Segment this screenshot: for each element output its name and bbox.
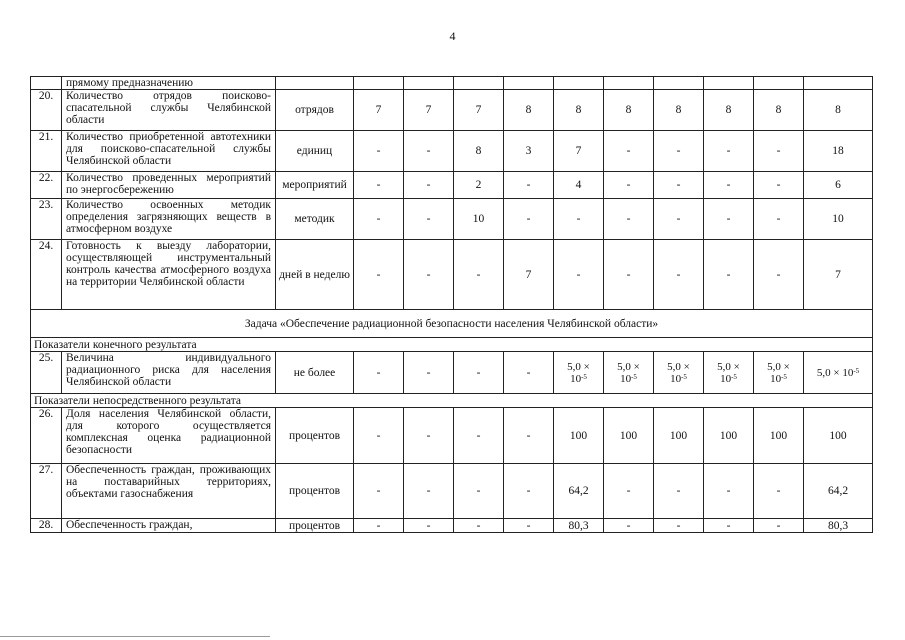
row-number: 21. [31, 131, 62, 172]
indicator-name: Обеспеченность граждан, проживающих на поставарийных территориях, объектами газоснабжения [62, 464, 276, 519]
indicator-name: Количество проведенных мероприятий по энергосбережению [62, 172, 276, 199]
sci-value-cell: 5,0 × $10^{-5}$ [654, 352, 704, 394]
indicator-name: Доля населения Челябинской области, для которого осуществляется комплексная оценка радиационной безопасности [62, 408, 276, 464]
year-value-cell: - [754, 519, 804, 533]
year-value-cell: - [654, 240, 704, 310]
table-row [31, 408, 873, 464]
year-value-cell: - [754, 131, 804, 172]
year-value-cell: - [654, 199, 704, 240]
year-value-cell: - [454, 408, 504, 464]
sci-value-cell: 5,0 × $10^{-5}$ [704, 352, 754, 394]
year-value-cell: - [454, 352, 504, 394]
year-value-cell [754, 77, 804, 90]
year-value-cell [404, 77, 454, 90]
year-value-cell: - [504, 352, 554, 394]
year-value-cell: - [604, 240, 654, 310]
year-value-cell: 100 [754, 408, 804, 464]
year-value-cell: - [404, 408, 454, 464]
table-row [31, 90, 873, 131]
unit-cell: методик [276, 199, 354, 240]
sci-value-cell: 5,0 × $10^{-5}$ [754, 352, 804, 394]
year-value-cell: 100 [654, 408, 704, 464]
year-value-cell: - [354, 199, 404, 240]
section-row [31, 394, 873, 408]
year-value-cell: - [554, 240, 604, 310]
year-value-cell: - [354, 131, 404, 172]
year-value-cell: 100 [704, 408, 754, 464]
year-value-cell: - [504, 519, 554, 533]
year-value-cell: - [754, 464, 804, 519]
row-number: 22. [31, 172, 62, 199]
year-value-cell: - [704, 172, 754, 199]
row-number: 26. [31, 408, 62, 464]
year-value-cell: 7 [504, 240, 554, 310]
year-value-cell: - [604, 199, 654, 240]
year-value-cell: 7 [454, 90, 504, 131]
unit-cell: процентов [276, 519, 354, 533]
indicator-name: Количество отрядов поисково-спасательной службы Челябинской области [62, 90, 276, 131]
year-value-cell: - [404, 464, 454, 519]
year-value-cell: - [504, 172, 554, 199]
year-value-cell: - [704, 464, 754, 519]
total-cell [804, 77, 873, 90]
unit-cell: процентов [276, 464, 354, 519]
year-value-cell: 2 [454, 172, 504, 199]
table-body [31, 77, 873, 533]
total-cell: 100 [804, 408, 873, 464]
row-number: 20. [31, 90, 62, 131]
year-value-cell: - [654, 464, 704, 519]
year-value-cell: - [454, 240, 504, 310]
year-value-cell: - [504, 408, 554, 464]
row-number: 25. [31, 352, 62, 394]
unit-cell: дней в неделю [276, 240, 354, 310]
year-value-cell: 8 [504, 90, 554, 131]
total-cell: 10 [804, 199, 873, 240]
year-value-cell: - [354, 408, 404, 464]
row-number: 27. [31, 464, 62, 519]
year-value-cell: 80,3 [554, 519, 604, 533]
row-number: 28. [31, 519, 62, 533]
year-value-cell: - [604, 464, 654, 519]
year-value-cell: 10 [454, 199, 504, 240]
year-value-cell: - [454, 464, 504, 519]
total-cell: 80,3 [804, 519, 873, 533]
year-value-cell: - [504, 199, 554, 240]
task-row [31, 310, 873, 338]
year-value-cell: 8 [554, 90, 604, 131]
year-value-cell: - [654, 172, 704, 199]
table-row [31, 519, 873, 533]
unit-cell: процентов [276, 408, 354, 464]
year-value-cell: 8 [604, 90, 654, 131]
year-value-cell: - [354, 352, 404, 394]
indicators-table [30, 76, 873, 533]
table-row [31, 464, 873, 519]
year-value-cell: - [404, 240, 454, 310]
year-value-cell [354, 77, 404, 90]
year-value-cell: - [354, 464, 404, 519]
sci-value-cell: 5,0 × $10^{-5}$ [554, 352, 604, 394]
year-value-cell: - [704, 240, 754, 310]
year-value-cell: - [354, 519, 404, 533]
sci-value-cell: $5,0 \times 10^{-5}$ [804, 352, 873, 394]
year-value-cell: - [704, 131, 754, 172]
year-value-cell: 100 [554, 408, 604, 464]
page-number: 4 [449, 29, 456, 43]
year-value-cell: - [604, 131, 654, 172]
year-value-cell: 8 [454, 131, 504, 172]
year-value-cell: - [504, 464, 554, 519]
row-number: 24. [31, 240, 62, 310]
year-value-cell: 8 [754, 90, 804, 131]
year-value-cell: - [704, 199, 754, 240]
unit-cell: мероприятий [276, 172, 354, 199]
year-value-cell: 8 [704, 90, 754, 131]
task-heading: Задача «Обеспечение радиационной безопасности населения Челябинской области» [31, 310, 873, 338]
year-value-cell [454, 77, 504, 90]
year-value-cell [604, 77, 654, 90]
table-row [31, 240, 873, 310]
footer-rule [0, 636, 270, 637]
year-value-cell: 3 [504, 131, 554, 172]
year-value-cell: - [604, 172, 654, 199]
indicator-name: Величина индивидуального радиационного риска для населения Челябинской области [62, 352, 276, 394]
indicator-name: Обеспеченность граждан, [62, 519, 276, 533]
total-cell: 18 [804, 131, 873, 172]
year-value-cell [654, 77, 704, 90]
year-value-cell: - [654, 131, 704, 172]
table-row [31, 352, 873, 394]
table-row [31, 172, 873, 199]
year-value-cell: 8 [654, 90, 704, 131]
unit-cell [276, 77, 354, 90]
total-cell: 6 [804, 172, 873, 199]
year-value-cell [504, 77, 554, 90]
section-row [31, 338, 873, 352]
year-value-cell: - [704, 519, 754, 533]
sci-value-cell: 5,0 × $10^{-5}$ [604, 352, 654, 394]
total-cell: 8 [804, 90, 873, 131]
indicator-name: Количество приобретенной автотехники для поисково-спасательной службы Челябинской области [62, 131, 276, 172]
year-value-cell: - [604, 519, 654, 533]
year-value-cell: 4 [554, 172, 604, 199]
indicator-name: Количество освоенных методик определения загрязняющих веществ в атмосферном воздухе [62, 199, 276, 240]
total-cell: 7 [804, 240, 873, 310]
year-value-cell: - [404, 131, 454, 172]
table-row [31, 199, 873, 240]
year-value-cell: - [404, 519, 454, 533]
row-number: 23. [31, 199, 62, 240]
unit-cell: не более [276, 352, 354, 394]
year-value-cell: - [654, 519, 704, 533]
year-value-cell: 7 [554, 131, 604, 172]
year-value-cell: - [754, 172, 804, 199]
year-value-cell: - [354, 172, 404, 199]
row-number [31, 77, 62, 90]
year-value-cell: 7 [404, 90, 454, 131]
year-value-cell: - [554, 199, 604, 240]
year-value-cell: 100 [604, 408, 654, 464]
year-value-cell: - [354, 240, 404, 310]
indicator-name: прямому предназначению [62, 77, 276, 90]
year-value-cell [554, 77, 604, 90]
year-value-cell: - [754, 199, 804, 240]
indicator-name: Готовность к выезду лаборатории, осуществляющей инструментальный контроль качества атмосферного воздуха на территории Челябинской области [62, 240, 276, 310]
table-row [31, 77, 873, 90]
year-value-cell: - [404, 352, 454, 394]
year-value-cell: 64,2 [554, 464, 604, 519]
unit-cell: единиц [276, 131, 354, 172]
section-heading: Показатели конечного результата [31, 338, 873, 352]
table-row [31, 131, 873, 172]
year-value-cell [704, 77, 754, 90]
unit-cell: отрядов [276, 90, 354, 131]
year-value-cell: - [754, 240, 804, 310]
total-cell: 64,2 [804, 464, 873, 519]
year-value-cell: 7 [354, 90, 404, 131]
year-value-cell: - [404, 199, 454, 240]
year-value-cell: - [404, 172, 454, 199]
year-value-cell: - [454, 519, 504, 533]
section-heading: Показатели непосредственного результата [31, 394, 873, 408]
